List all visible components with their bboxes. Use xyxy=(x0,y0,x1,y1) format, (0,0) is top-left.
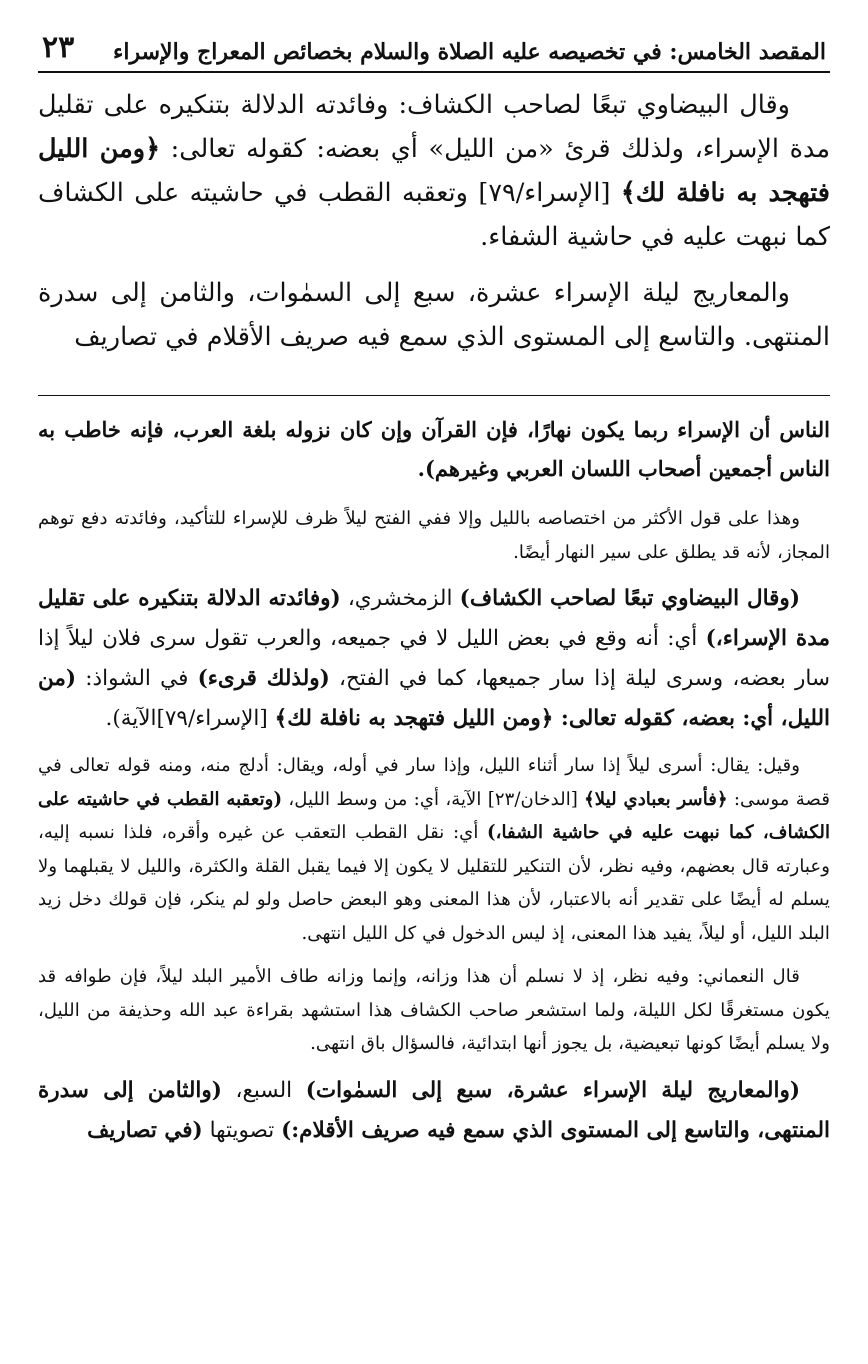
text-segment: (وفائدته الدلالة بتنكيره على تقليل مدة الإسراء،) xyxy=(38,586,830,651)
text-segment: وقيل: يقال: أسرى ليلاً إذا سار أثناء الليل، وإذا سار في أوله، ويقال: أدلج منه، ومنه قوله تعالى في قصة موسى: xyxy=(38,755,831,810)
text-segment: قال النعماني: وفيه نظر، إذ لا نسلم أن هذا وزانه، وإنما وزانه طاف الأمير البلد ليلاً، فإن طوافه قد يكون مستغرقًا لكل الليلة، ولما استشعر صاحب الكشاف هذا استشهد بقراءة عبد الله وحذيفة من الليل، ولا يسلم أيضًا كونها تبعيضية، بل يجوز أنها ابتدائية، فالسؤال باق انتهى. xyxy=(38,966,830,1054)
text-segment: وهذا على قول الأكثر من اختصاصه بالليل وإلا ففي الفتح ليلاً ظرف للإسراء للتأكيد، وفائدته دفع توهم المجاز، لأنه قد يطلق على سير النهار أيضًا. xyxy=(38,508,830,563)
page-number: ٢٣ xyxy=(42,30,75,65)
text-segment: (ولذلك قرىء) xyxy=(197,666,330,691)
text-segment: تصويتها xyxy=(202,1117,282,1143)
text-segment: أي: أنه وقع في بعض الليل لا في جميعه، والعرب تقول سرى فلان ليلاً إذا سار بعضه، وسرى ليلة إذا سار جميعها، كما في الفتح، xyxy=(38,626,830,691)
text-segment: في الشواذ: xyxy=(76,666,198,691)
text-segment: السبع، xyxy=(221,1077,306,1103)
main-text xyxy=(38,83,830,359)
header-title: المقصد الخامس: في تخصيصه عليه الصلاة والسلام بخصائص المعراج والإسراء xyxy=(113,39,826,65)
commentary-paragraph-6 xyxy=(38,1071,830,1151)
text-segment: (في تصاريف xyxy=(87,1117,203,1143)
main-paragraph-2 xyxy=(38,271,830,359)
text-segment: الناس أن الإسراء ربما يكون نهارًا، فإن القرآن وإن كان نزوله بلغة العرب، فإنه خاطب به الناس أجمعين أصحاب اللسان العربي وغيرهم). xyxy=(38,417,830,481)
commentary-paragraph-2 xyxy=(38,502,830,569)
text-segment: (والثامن إلى سدرة المنتهى، والتاسع إلى المستوى الذي سمع فيه صريف الأقلام:) xyxy=(38,1077,830,1143)
running-header xyxy=(38,30,830,73)
commentary-paragraph-4 xyxy=(38,749,830,950)
text-segment: ﴿ومن الليل فتهجد به نافلة لك﴾ xyxy=(38,134,830,208)
main-paragraph-1 xyxy=(38,83,830,259)
commentary-paragraph-3 xyxy=(38,579,830,739)
text-segment: (وقال البيضاوي تبعًا لصاحب الكشاف) xyxy=(459,586,800,611)
commentary-paragraph-5 xyxy=(38,960,830,1061)
commentary xyxy=(38,410,830,1151)
commentary-paragraph-1 xyxy=(38,410,830,488)
text-segment: وقال البيضاوي تبعًا لصاحب الكشاف: وفائدته الدلالة بتنكيره على تقليل مدة الإسراء، ولذلك قرئ «من الليل» أي بعضه: كقوله تعالى: xyxy=(38,90,830,164)
text-segment: [الإسراء/٧٩] وتعقبه القطب في حاشيته على الكشاف كما نبهت عليه في حاشية الشفاء. xyxy=(38,178,830,252)
text-segment: [الإسراء/٧٩]الآية). xyxy=(105,706,275,731)
text-segment: ﴿فأسر بعبادي ليلا﴾ xyxy=(584,788,728,810)
text-segment: أي: نقل القطب التعقب عن غيره وأقره، فلذا نسبه إليه، وعبارته قال بعضهم، وفيه نظر، لأن التنكير للتقليل لا يكون إلا فيما يقبل القلة والكثرة، والليل لا يقبلهما ولا يسلم له أيضًا على تقدير أنه بالاعتبار، لأن هذا المعنى وهو البعض حاصل ولو لم ينكر، فإن قولك دخل زيد البلد الليل، أو ليلاً، يفيد هذا المعنى، إذ ليس الدخول في كل الليل انتهى. xyxy=(38,822,830,944)
text-segment: (من الليل، أي: بعضه، كقوله تعالى: ﴿ومن الليل فتهجد به نافلة لك﴾ xyxy=(38,666,830,731)
commentary-divider xyxy=(38,395,830,396)
text-segment: والمعاريج ليلة الإسراء عشرة، سبع إلى السمٰوات، والثامن إلى سدرة المنتهى. والتاسع إلى المستوى الذي سمع فيه صريف الأقلام في تصاريف xyxy=(38,278,830,352)
text-segment: (وتعقبه القطب في حاشيته على الكشاف، كما نبهت عليه في حاشية الشفا،) xyxy=(38,788,830,843)
text-segment: [الدخان/٢٣] الآية، أي: من وسط الليل، xyxy=(282,788,585,810)
text-segment: (والمعاريج ليلة الإسراء عشرة، سبع إلى السمٰوات) xyxy=(305,1077,800,1103)
text-segment: الزمخشري، xyxy=(340,586,460,611)
